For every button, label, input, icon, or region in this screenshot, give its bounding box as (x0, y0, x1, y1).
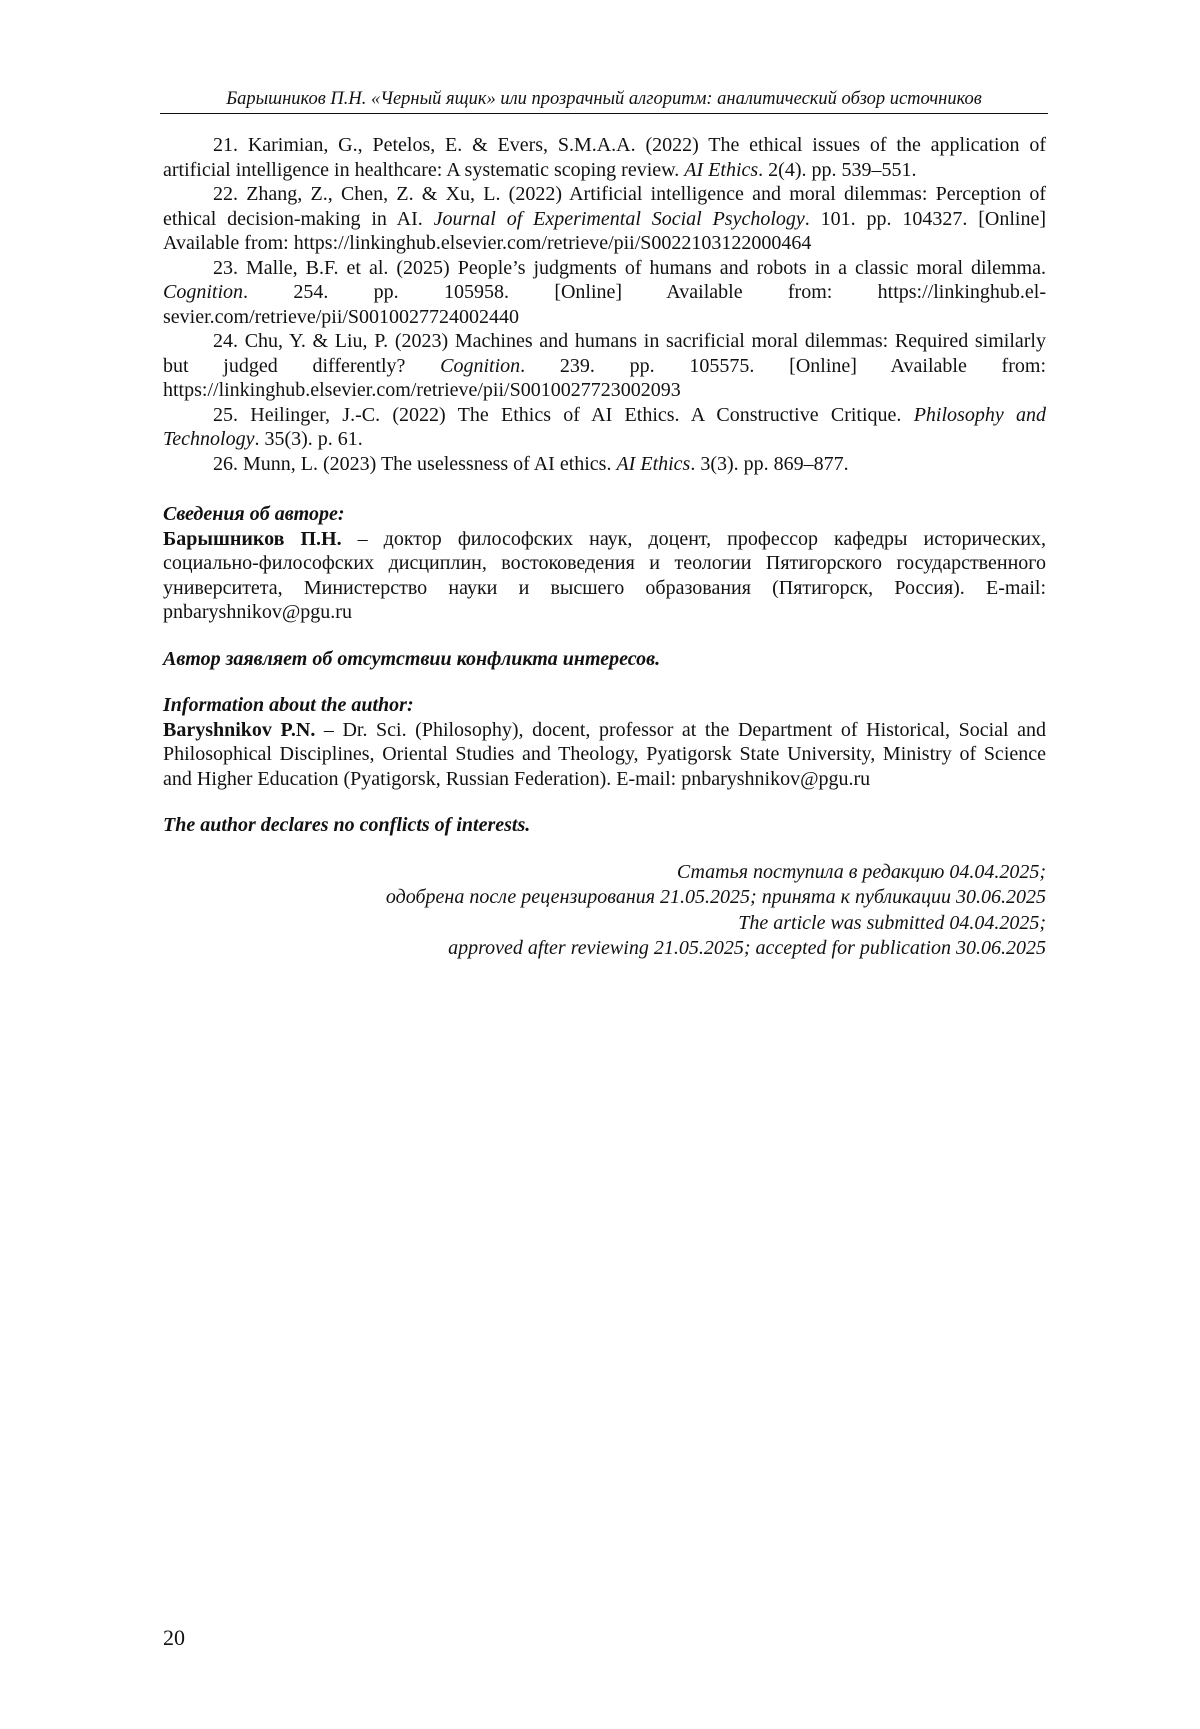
page-content (163, 133, 1046, 962)
dates-ru-submitted: Статья поступила в редакцию 04.04.2025; (676, 860, 1046, 883)
reference-list (163, 133, 1046, 476)
reference-item: 23. Malle, B.F. et al. (2025) People’s judgments of humans and robots in a classic moral dilemma. Cognition. 254. pp. 105958. [Online] Available from: https://linkinghub.elsevier.com/retrieve/pii/S0010027724002440 (163, 256, 1046, 328)
conflict-statement-ru: Автор заявляет об отсутствии конфликта интересов. (163, 647, 661, 670)
journal-title: Journal of Experimental Social Psychology (433, 207, 805, 230)
dates-ru-approved: одобрена после рецензирования 21.05.2025; принята к публикации 30.06.2025 (385, 886, 1046, 908)
conflict-statement-en: The author declares no conflicts of interests. (163, 814, 531, 836)
page-number: 20 (163, 1625, 185, 1650)
reference-item: 25. Heilinger, J.-C. (2022) The Ethics of AI Ethics. A Constructive Critique. Philosophy and Technology. 35(3). p. 61. (163, 403, 1046, 450)
dates-en-submitted: The article was submitted 04.04.2025; (738, 911, 1046, 934)
author-info-ru-heading: Сведения об авторе: (163, 503, 345, 525)
author-info-en-heading: Information about the author: (163, 694, 414, 716)
author-info-ru (163, 502, 1046, 625)
journal-title: Cognition (440, 354, 521, 377)
author-info-ru-text: Барышников П.Н. – доктор философских наук, доцент, профессор кафедры исторических, социально-философских дисциплин, востоковедения и теологии Пятигорского государственного университета, Министерство науки и высшего образования (Пятигорск, Россия). E-mail: pnbaryshnikov@pgu.ru (163, 527, 1046, 623)
reference-item: 21. Karimian, G., Petelos, E. & Evers, S.M.A.A. (2022) The ethical issues of the application of artificial intelligence in healthcare: A systematic scoping review. AI Ethics. 2(4). pp. 539–551. (163, 134, 1046, 181)
author-name-ru: Барышников П.Н. (163, 527, 342, 550)
journal-title: Cognition (163, 281, 244, 303)
journal-title: AI Ethics (684, 158, 759, 181)
author-name-en: Baryshnikov P.N. (163, 718, 316, 741)
journal-title: Philosophy and Technology (163, 403, 1046, 450)
author-info-en (163, 693, 1046, 791)
article-dates (163, 860, 1046, 962)
author-info-en-text: Baryshnikov P.N. – Dr. Sci. (Philosophy), docent, professor at the Department of Historical, Social and Philosophical Disciplines, Oriental Studies and Theology, Pyatigorsk State University, Ministry of Science and Higher Education (Pyatigorsk, Russian Federation). E-mail: pnbaryshnikov@pgu.ru (163, 718, 1047, 790)
dates-en-approved: approved after reviewing 21.05.2025; accepted for publication 30.06.2025 (448, 937, 1046, 959)
reference-item: 22. Zhang, Z., Chen, Z. & Xu, L. (2022) Artificial intelligence and moral dilemmas: Perception of ethical decision-making in AI. Journal of Experimental Social Psychology. 101. pp. 104327. [Online] Available from: https://linkinghub.elsevier.com/retrieve/pii/S0022103122000464 (163, 183, 1046, 254)
reference-item: 26. Munn, L. (2023) The uselessness of AI ethics. AI Ethics. 3(3). pp. 869–877. (213, 452, 849, 475)
header-rule (160, 113, 1048, 114)
journal-title: AI Ethics (616, 452, 691, 475)
running-header: Барышников П.Н. «Черный ящик» или прозрачный алгоритм: аналитический обзор источников (226, 89, 982, 109)
reference-item: 24. Chu, Y. & Liu, P. (2023) Machines and humans in sacrificial moral dilemmas: Required similarly but judged differently? Cognition. 239. pp. 105575. [Online] Available from: https://linkinghub.elsevier.com/retrieve/pii/S0010027723002093 (163, 330, 1046, 401)
